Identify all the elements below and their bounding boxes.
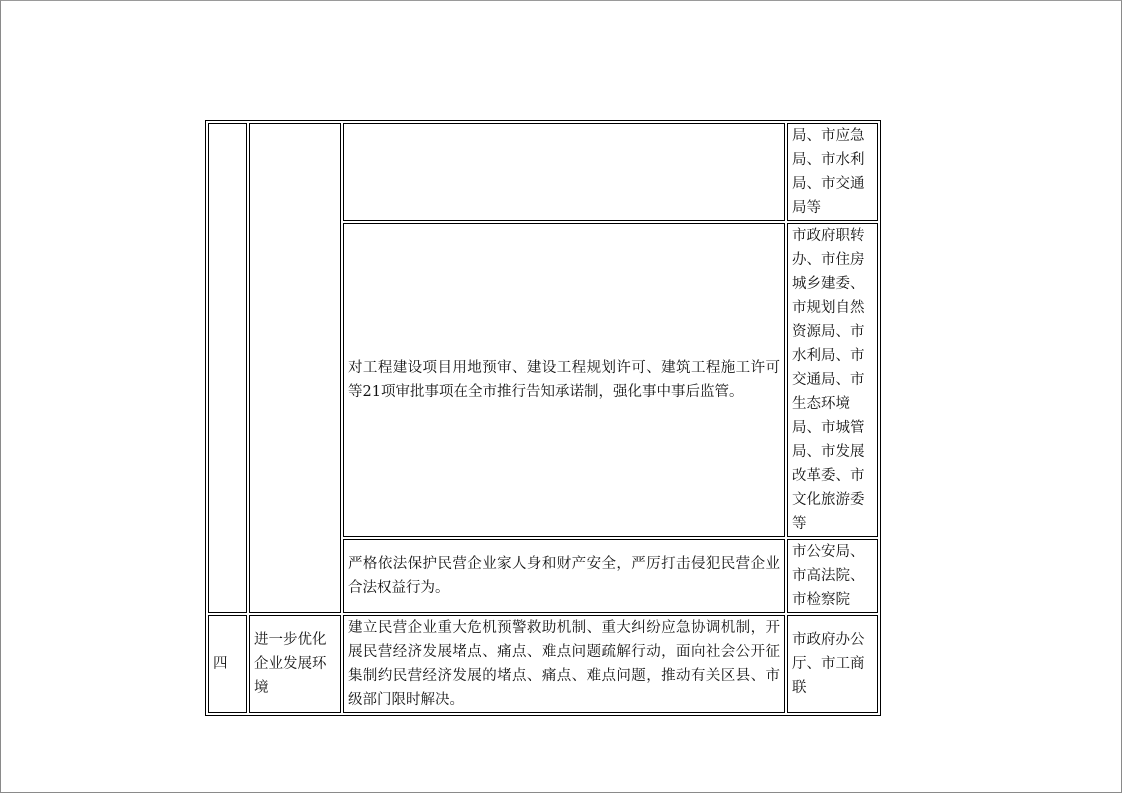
measure-content-cell: 对工程建设项目用地预审、建设工程规划许可、建筑工程施工许可等21项审批事项在全市推行告知承诺制，强化事中事后监管。 — [343, 223, 785, 537]
responsible-departments-cell: 局、市应急局、市水利局、市交通局等 — [787, 123, 878, 221]
responsible-departments-cell: 市政府职转办、市住房城乡建委、市规划自然资源局、市水利局、市交通局、市生态环境局、市城管局、市发展改革委、市文化旅游委等 — [787, 223, 878, 537]
item-category-cell: 进一步优化企业发展环境 — [249, 615, 341, 713]
item-category-cell — [249, 123, 341, 613]
measures-table — [205, 120, 881, 716]
measure-content-cell: 严格依法保护民营企业家人身和财产安全，严厉打击侵犯民营企业合法权益行为。 — [343, 539, 785, 613]
table-row — [208, 123, 878, 221]
item-number-cell — [208, 123, 247, 613]
measure-content-cell — [343, 123, 785, 221]
measure-content-cell: 建立民营企业重大危机预警救助机制、重大纠纷应急协调机制，开展民营经济发展堵点、痛点、难点问题疏解行动，面向社会公开征集制约民营经济发展的堵点、痛点、难点问题，推动有关区县、市级部门限时解决。 — [343, 615, 785, 713]
item-number-cell: 四 — [208, 615, 247, 713]
responsible-departments-cell: 市公安局、市高法院、市检察院 — [787, 539, 878, 613]
responsible-departments-cell: 市政府办公厅、市工商联 — [787, 615, 878, 713]
table-row — [208, 615, 878, 713]
